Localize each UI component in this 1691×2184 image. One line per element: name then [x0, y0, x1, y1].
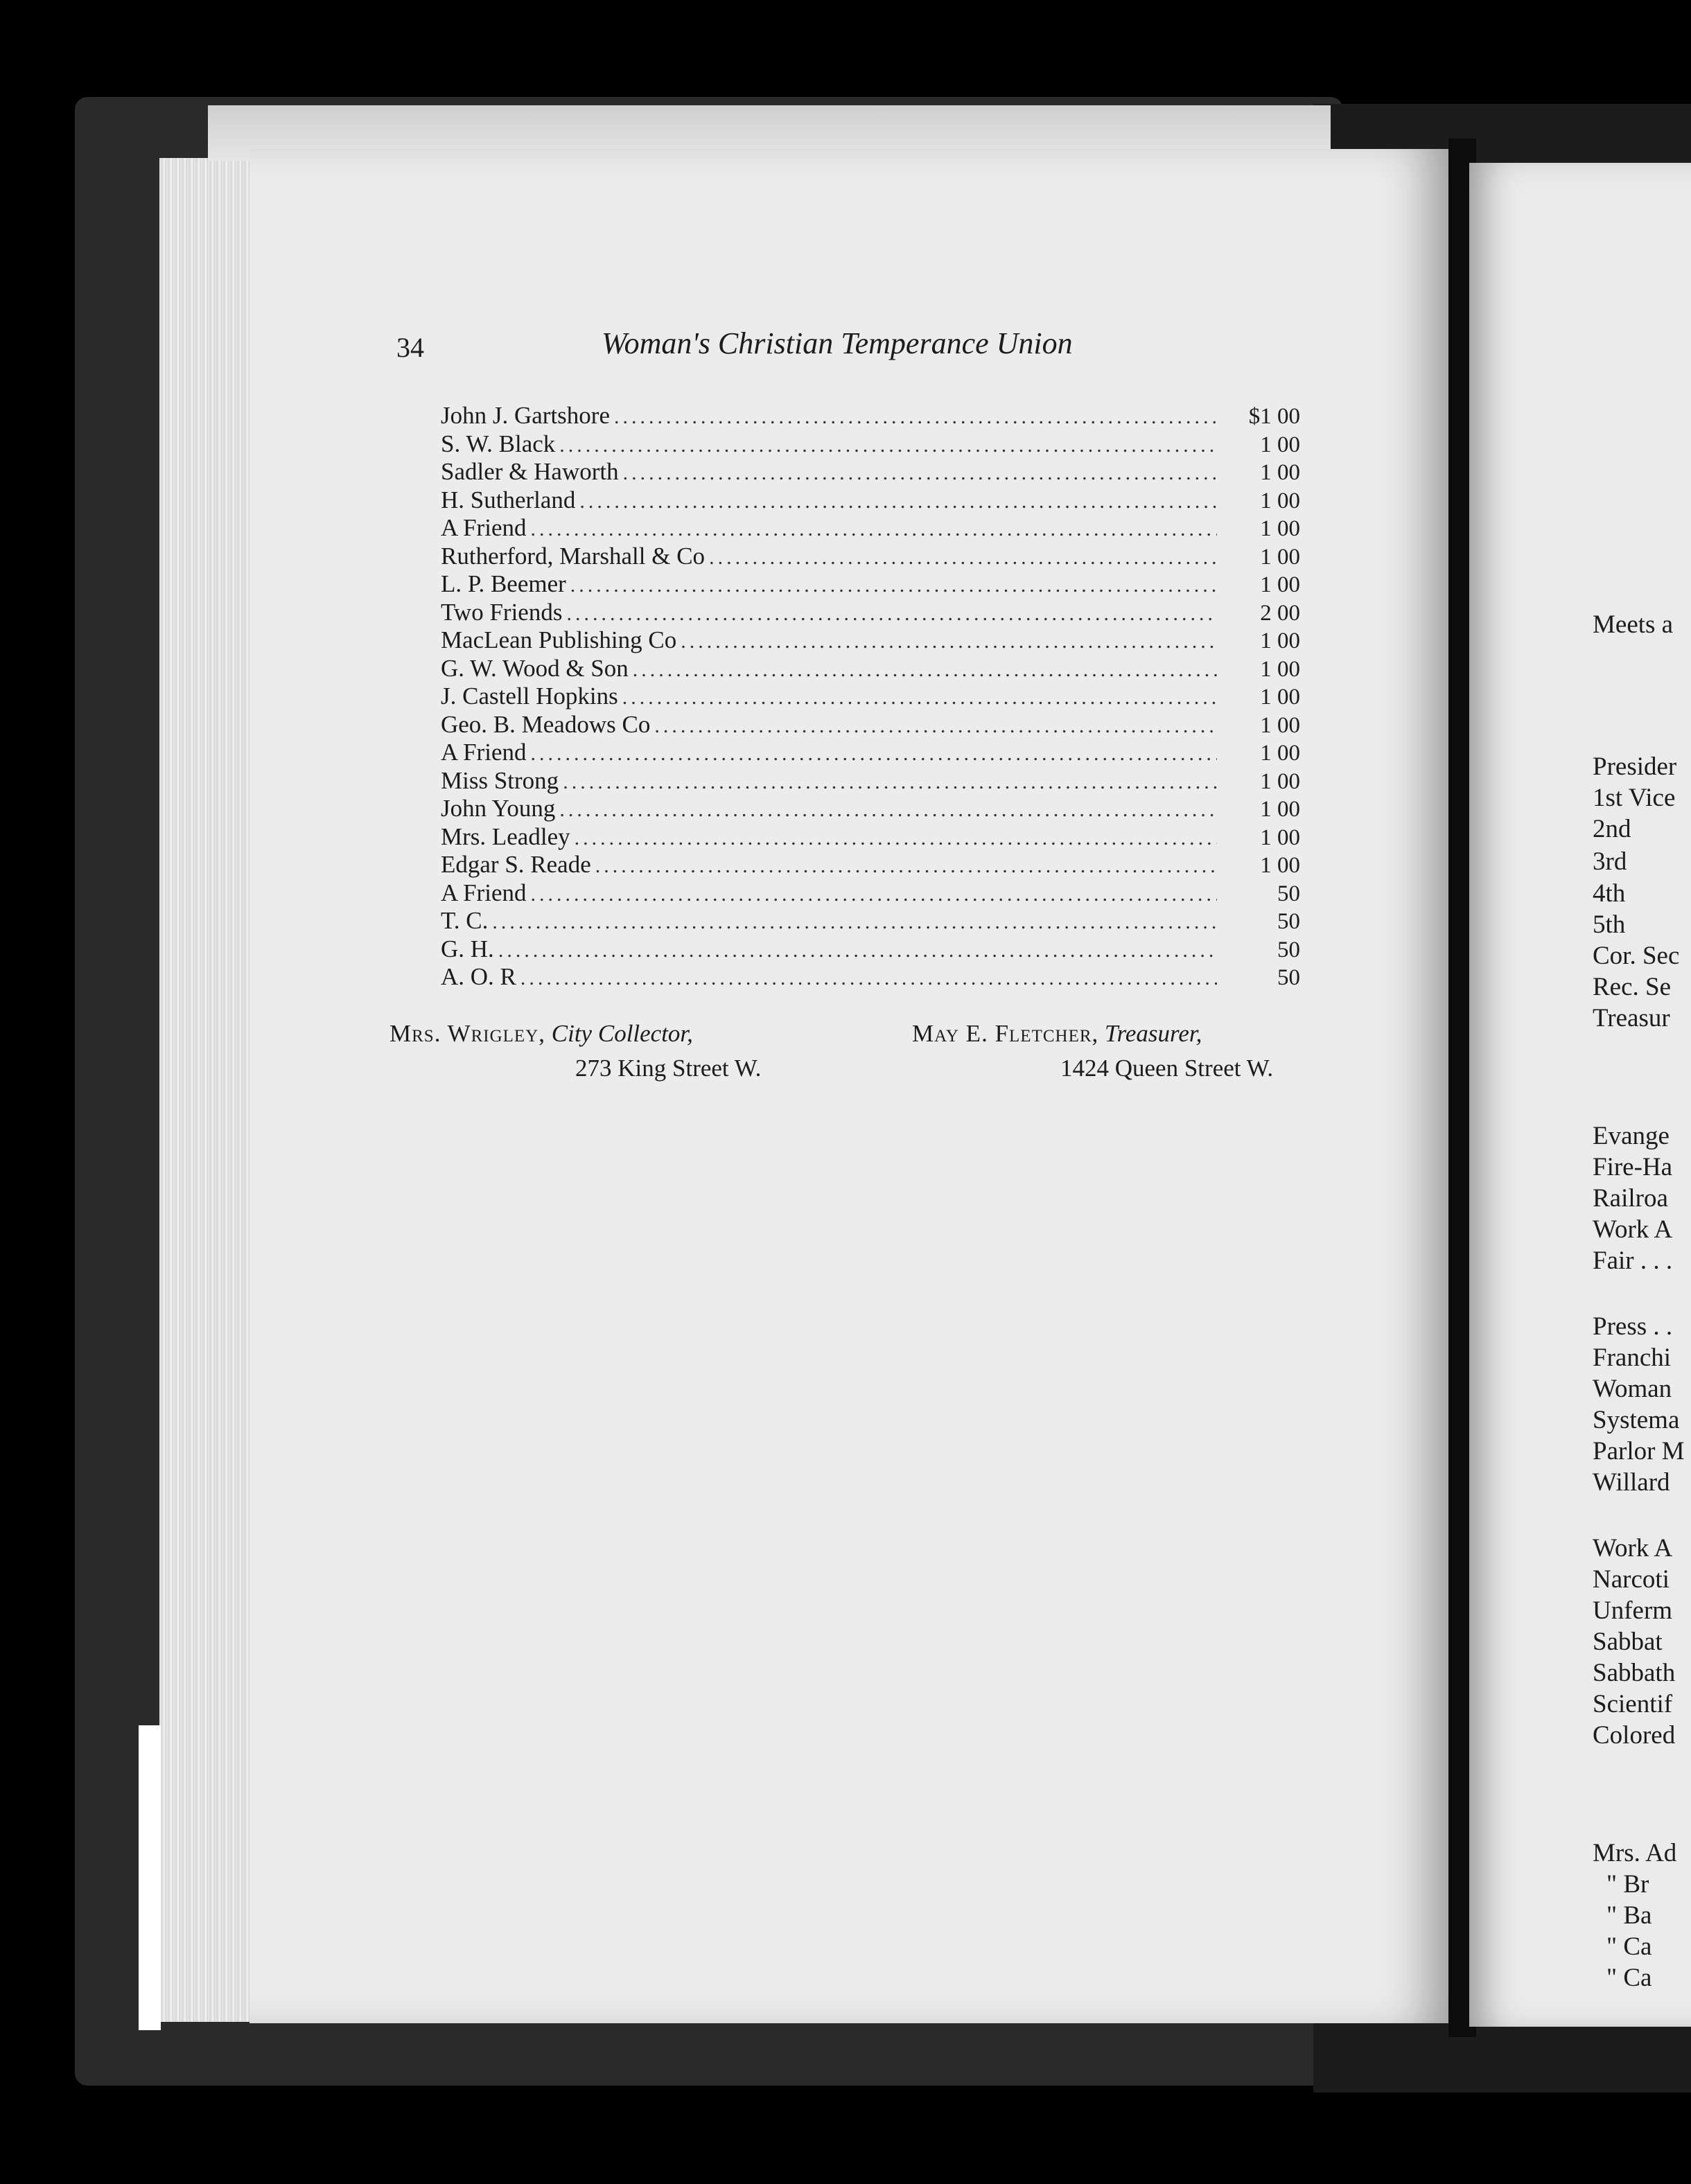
- right-page-line: Unferm: [1593, 1596, 1673, 1625]
- subscriber-name: Two Friends: [441, 598, 563, 626]
- subscription-row: [441, 711, 1300, 739]
- right-page-line: Railroa: [1593, 1184, 1668, 1213]
- subscription-row: [441, 486, 1300, 515]
- subscription-amount: 1 00: [1260, 432, 1300, 457]
- subscription-amount: 2 00: [1260, 600, 1300, 626]
- subscriber-name: G. W. Wood & Son: [441, 654, 629, 682]
- subscription-row: [441, 458, 1300, 486]
- right-page-line: Sabbath: [1593, 1659, 1676, 1687]
- right-page-line: Fair . . .: [1593, 1247, 1673, 1275]
- right-page-line: " Ca: [1606, 1964, 1652, 1992]
- right-page-line: Woman: [1593, 1375, 1672, 1403]
- subscriber-name: Mrs. Leadley: [441, 822, 570, 850]
- subscription-amount: 1 00: [1260, 628, 1300, 653]
- subscriber-name: Sadler & Haworth: [441, 458, 619, 485]
- subscription-amount: 1 00: [1260, 488, 1300, 513]
- treasurer-signature: [912, 1020, 1202, 1048]
- subscription-row: [441, 935, 1300, 964]
- subscription-amount: 1 00: [1260, 825, 1300, 850]
- subscription-amount: 1 00: [1260, 460, 1300, 485]
- subscription-amount: 1 00: [1260, 768, 1300, 794]
- treasurer-address: 1424 Queen Street W.: [1060, 1055, 1274, 1082]
- dot-leader: [681, 628, 1217, 655]
- collector-signature: [389, 1020, 693, 1048]
- subscription-row: [441, 907, 1300, 935]
- right-page-line: Willard: [1593, 1468, 1670, 1497]
- subscription-amount: 50: [1277, 965, 1300, 990]
- dot-leader: [709, 544, 1217, 572]
- dot-leader: [498, 937, 1217, 965]
- right-page-line: Mrs. Ad: [1593, 1839, 1677, 1867]
- dot-leader: [530, 516, 1217, 543]
- subscriber-name: A Friend: [441, 514, 527, 541]
- subscription-row: [441, 879, 1300, 908]
- right-page-line: Franchi: [1593, 1344, 1672, 1372]
- dot-leader: [579, 488, 1217, 516]
- right-page-line: Parlor M: [1593, 1437, 1685, 1465]
- subscriber-name: H. Sutherland: [441, 486, 576, 513]
- right-page-line: Cor. Sec: [1593, 942, 1680, 970]
- subscription-row: [441, 823, 1300, 852]
- subscription-row: [441, 402, 1300, 430]
- right-page-line: 5th: [1593, 910, 1626, 939]
- right-page-line: Press . .: [1593, 1312, 1673, 1341]
- collector-address: 273 King Street W.: [575, 1055, 762, 1082]
- dot-leader: [520, 965, 1217, 992]
- subscription-amount: 1 00: [1260, 516, 1300, 541]
- right-page-line: Systema: [1593, 1406, 1680, 1434]
- subscriber-name: John Young: [441, 795, 556, 822]
- subscription-row: [441, 626, 1300, 655]
- page-edge-highlight: [139, 1725, 161, 2030]
- right-page-line: 4th: [1593, 879, 1626, 908]
- subscription-amount: 1 00: [1260, 544, 1300, 570]
- subscription-amount: 1 00: [1260, 797, 1300, 822]
- subscription-row: [441, 655, 1300, 683]
- dot-leader: [559, 432, 1217, 459]
- subscription-row: [441, 570, 1300, 599]
- subscriber-name: G. H.: [441, 935, 494, 962]
- right-page-line: " Ca: [1606, 1932, 1652, 1961]
- collector-name: Mrs. Wrigley,: [389, 1020, 546, 1047]
- subscriber-name: A. O. R: [441, 963, 516, 990]
- dot-leader: [623, 459, 1217, 487]
- subscription-row: [441, 514, 1300, 543]
- subscriber-name: John J. Gartshore: [441, 402, 610, 429]
- subscription-amount: $1 00: [1248, 404, 1300, 429]
- right-page-line: 1st Vice: [1593, 784, 1676, 812]
- page-number: 34: [396, 332, 424, 363]
- subscription-row: [441, 767, 1300, 795]
- dot-leader: [575, 825, 1217, 852]
- dot-leader: [559, 796, 1217, 824]
- right-page-line: Treasur: [1593, 1004, 1670, 1032]
- dot-leader: [570, 572, 1217, 599]
- dot-leader: [654, 712, 1217, 740]
- right-page-line: Rec. Se: [1593, 973, 1672, 1001]
- right-page-line: Fire-Ha: [1593, 1153, 1673, 1181]
- subscription-amount: 1 00: [1260, 572, 1300, 597]
- subscription-amount: 50: [1277, 881, 1300, 906]
- right-page-line: 3rd: [1593, 847, 1627, 876]
- right-page-line: " Ba: [1606, 1901, 1652, 1930]
- right-page-line: Work A: [1593, 1215, 1673, 1244]
- right-page-line: Colored: [1593, 1721, 1676, 1750]
- running-head: Woman's Christian Temperance Union: [602, 326, 1073, 360]
- subscription-row: [441, 851, 1300, 879]
- right-page-line: Narcoti: [1593, 1565, 1670, 1594]
- collector-title: City Collector,: [551, 1020, 693, 1047]
- subscription-amount: 1 00: [1260, 685, 1300, 710]
- subscription-amount: 1 00: [1260, 853, 1300, 878]
- right-page-line: Sabbat: [1593, 1628, 1663, 1656]
- subscription-row: [441, 795, 1300, 823]
- dot-leader: [492, 908, 1217, 936]
- right-page-line: Scientif: [1593, 1690, 1673, 1718]
- subscription-row: [441, 599, 1300, 627]
- subscriber-name: A Friend: [441, 879, 527, 906]
- subscriber-name: Geo. B. Meadows Co: [441, 710, 651, 738]
- subscription-amount: 1 00: [1260, 656, 1300, 682]
- subscription-row: [441, 682, 1300, 711]
- dot-leader: [566, 600, 1217, 628]
- subscription-row: [441, 430, 1300, 459]
- dot-leader: [530, 881, 1217, 908]
- right-page-line: " Br: [1606, 1870, 1649, 1899]
- subscriber-name: Rutherford, Marshall & Co: [441, 542, 706, 570]
- right-page-line: Meets a: [1593, 610, 1674, 639]
- right-page-line: 2nd: [1593, 815, 1631, 843]
- right-page-line: Evange: [1593, 1122, 1670, 1150]
- dot-leader: [530, 740, 1217, 768]
- subscriber-name: A Friend: [441, 739, 527, 766]
- subscriber-name: L. P. Beemer: [441, 570, 566, 597]
- subscription-amount: 50: [1277, 937, 1300, 962]
- subscription-amount: 1 00: [1260, 741, 1300, 766]
- subscription-amount: 50: [1277, 909, 1300, 934]
- subscriber-name: Edgar S. Reade: [441, 851, 591, 878]
- subscriber-name: MacLean Publishing Co: [441, 626, 677, 653]
- subscriber-name: Miss Strong: [441, 766, 559, 794]
- dot-leader: [614, 403, 1217, 431]
- subscriber-name: J. Castell Hopkins: [441, 682, 618, 710]
- subscription-row: [441, 739, 1300, 767]
- dot-leader: [595, 852, 1217, 880]
- subscriber-name: S. W. Black: [441, 430, 556, 457]
- subscriber-name: T. C.: [441, 907, 489, 934]
- dot-leader: [563, 768, 1217, 796]
- subscription-list: [441, 402, 1300, 992]
- subscription-row: [441, 963, 1300, 992]
- dot-leader: [622, 684, 1217, 712]
- treasurer-name: May E. Fletcher,: [912, 1020, 1099, 1047]
- dot-leader: [633, 656, 1217, 684]
- right-page-line: Presider: [1593, 752, 1677, 781]
- right-page-line: Work A: [1593, 1534, 1673, 1562]
- treasurer-title: Treasurer,: [1105, 1020, 1202, 1047]
- subscription-row: [441, 543, 1300, 571]
- subscription-amount: 1 00: [1260, 712, 1300, 738]
